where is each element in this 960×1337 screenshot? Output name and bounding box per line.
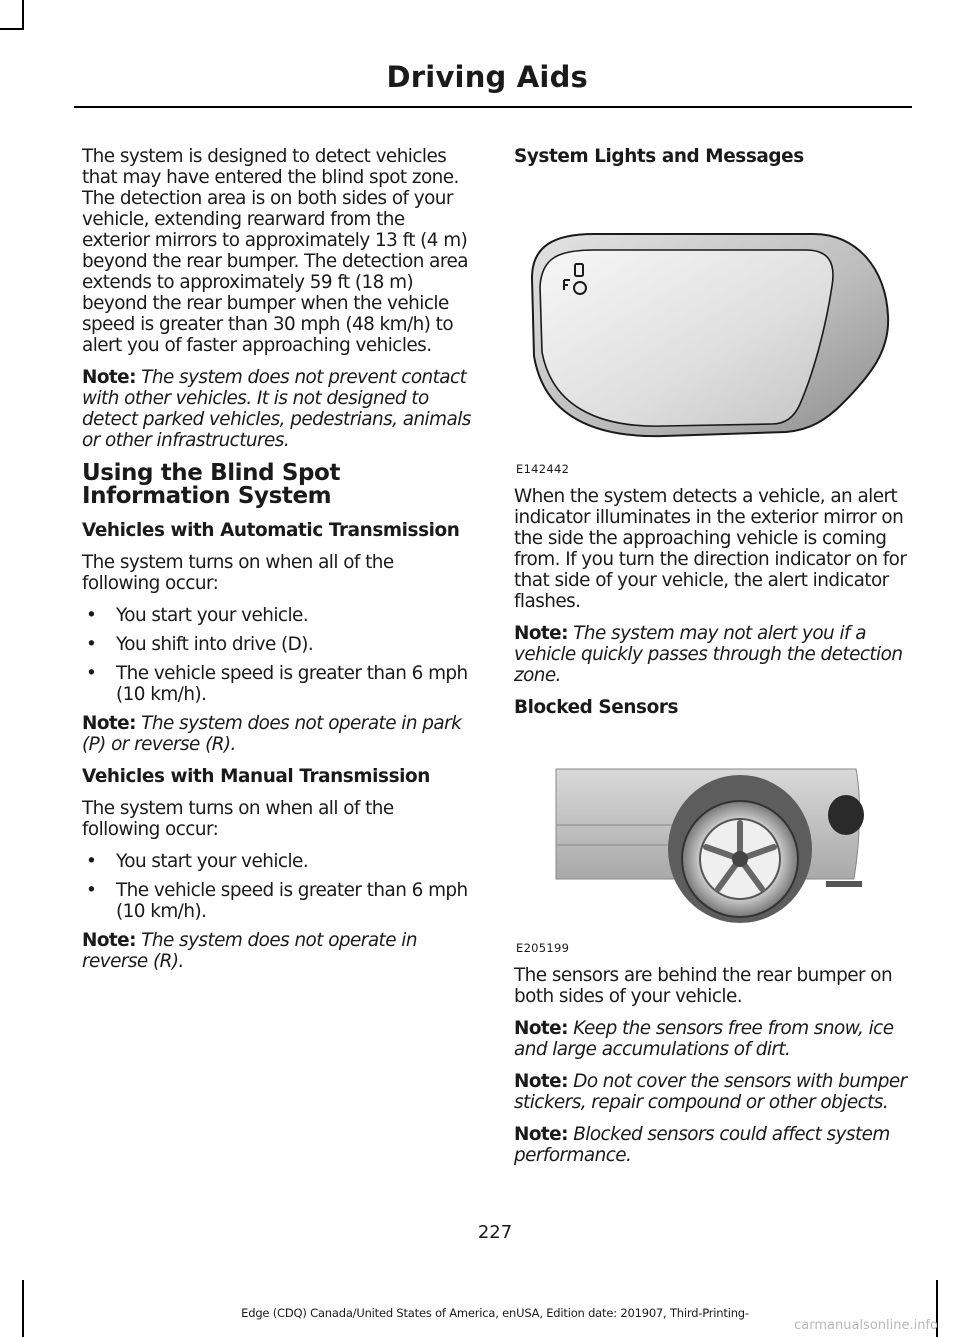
note-label: Note: bbox=[514, 1071, 568, 1092]
note-label: Note: bbox=[82, 930, 136, 951]
manual-transmission-heading: Vehicles with Manual Transmission bbox=[82, 766, 430, 787]
crop-mark bbox=[22, 0, 24, 28]
auto-conditions-list bbox=[82, 605, 476, 705]
list-item: • The vehicle speed is greater than 6 mph (10 km/h). bbox=[82, 663, 476, 705]
manual-intro: The system turns on when all of the following occur: bbox=[82, 798, 394, 840]
side-mirror-illustration bbox=[514, 176, 908, 476]
note-text: Blocked sensors could affect system performance. bbox=[514, 1124, 890, 1166]
page-title: Driving Aids bbox=[386, 60, 588, 94]
list-item: • The vehicle speed is greater than 6 mph (10 km/h). bbox=[82, 880, 476, 922]
note-manual bbox=[82, 930, 476, 972]
figure-code: E142442 bbox=[516, 462, 570, 476]
note-blocked bbox=[514, 1071, 908, 1113]
watermark: carmanualsonline.info bbox=[794, 1318, 938, 1333]
section-title: Using the Blind Spot Information System bbox=[82, 460, 341, 509]
note-auto bbox=[82, 713, 476, 755]
lights-paragraph: When the system detects a vehicle, an alert indicator illuminates in the exterior mirror on the side the approaching vehicle is coming from. If you turn the direction indicator on for that side of your vehicle, the alert indicator flashes. bbox=[514, 486, 907, 612]
note-label: Note: bbox=[82, 367, 136, 388]
blocked-sensors-heading: Blocked Sensors bbox=[514, 697, 679, 718]
figure-code: E205199 bbox=[516, 941, 570, 955]
left-column bbox=[82, 146, 476, 983]
manual-conditions-list bbox=[82, 851, 476, 922]
note-contact bbox=[82, 367, 476, 451]
blind-spot-sensor-marker bbox=[828, 795, 864, 835]
crop-mark bbox=[0, 28, 24, 30]
page-number: 227 bbox=[477, 1222, 513, 1243]
rear-bumper-illustration bbox=[514, 729, 908, 955]
note-label: Note: bbox=[514, 1124, 568, 1145]
note-text: Do not cover the sensors with bumper stickers, repair compound or other objects. bbox=[514, 1071, 907, 1113]
note-blocked bbox=[514, 1018, 908, 1060]
auto-intro: The system turns on when all of the following occur: bbox=[82, 552, 394, 594]
note-text: The system does not operate in reverse (R). bbox=[82, 930, 417, 972]
note-text: Keep the sensors free from snow, ice and large accumulations of dirt. bbox=[514, 1018, 894, 1060]
note-lights bbox=[514, 623, 908, 686]
list-item: • You start your vehicle. bbox=[82, 851, 476, 872]
note-label: Note: bbox=[514, 1018, 568, 1039]
note-text: The system does not operate in park (P) or reverse (R). bbox=[82, 713, 462, 755]
intro-paragraph: The system is designed to detect vehicles that may have entered the blind spot zone. The detection area is on both sides of your vehicle, extending rearward from the exterior mirrors to approximately 13 ft (4 m) beyond the rear bumper. The detection area extends to approximately 59 ft (18 m) beyond the rear bumper when the vehicle speed is greater than 30 mph (48 km/h) to alert you of faster approaching vehicles. bbox=[82, 146, 468, 356]
note-text: The system does not prevent contact with other vehicles. It is not designed to detect parked vehicles, pedestrians, animals or other infrastructures. bbox=[82, 367, 471, 451]
sensor-figure bbox=[514, 729, 908, 955]
note-label: Note: bbox=[82, 713, 136, 734]
auto-transmission-heading: Vehicles with Automatic Transmission bbox=[82, 520, 460, 541]
list-item: • You start your vehicle. bbox=[82, 605, 476, 626]
right-column bbox=[514, 146, 908, 1177]
footer-edition: Edge (CDQ) Canada/United States of America, enUSA, Edition date: 201907, Third-Printing- bbox=[241, 1306, 749, 1320]
note-label: Note: bbox=[514, 623, 568, 644]
mirror-figure bbox=[514, 176, 908, 476]
note-text: The system may not alert you if a vehicle quickly passes through the detection zone. bbox=[514, 623, 903, 686]
lights-heading: System Lights and Messages bbox=[514, 146, 804, 167]
header-divider bbox=[74, 106, 912, 108]
note-blocked bbox=[514, 1124, 908, 1166]
list-item: • You shift into drive (D). bbox=[82, 634, 476, 655]
blocked-paragraph: The sensors are behind the rear bumper on both sides of your vehicle. bbox=[514, 965, 893, 1007]
